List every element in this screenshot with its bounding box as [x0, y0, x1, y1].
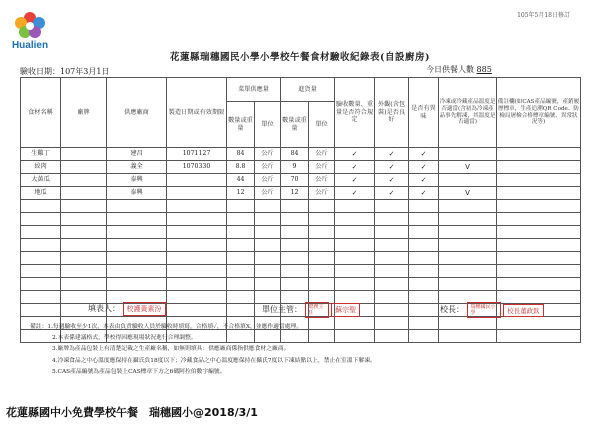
- cell-odor-check: [409, 226, 439, 239]
- cell-mfg-date: 1070330: [167, 161, 227, 174]
- cell-in-qty: 9: [281, 161, 309, 174]
- cell-in-unit: [309, 239, 335, 252]
- cell-match-check: ✓: [335, 148, 375, 161]
- col-in-unit: 單位: [309, 102, 335, 148]
- cell-in-unit: [309, 200, 335, 213]
- cell-appearance-check: [375, 291, 409, 304]
- col-incoming: 進貨量: [281, 78, 335, 102]
- table-row: [21, 200, 581, 213]
- notes-section: [30, 322, 575, 378]
- cell-frozen-check: [439, 252, 497, 265]
- cell-appearance-check: [375, 265, 409, 278]
- cell-food-name: [21, 252, 61, 265]
- cell-menu-unit: [255, 252, 281, 265]
- cell-in-unit: 公斤: [309, 161, 335, 174]
- cell-menu-unit: 公斤: [255, 187, 281, 200]
- cell-appearance-check: [375, 213, 409, 226]
- hualien-logo: [8, 6, 52, 44]
- cell-remarks: [497, 226, 581, 239]
- cell-mfg-date: [167, 252, 227, 265]
- unit-head-signature: [262, 302, 360, 318]
- cell-brand: [61, 174, 107, 187]
- cell-menu-qty: [227, 226, 255, 239]
- cell-brand: [61, 213, 107, 226]
- table-row: [21, 226, 581, 239]
- principal-stamp: 校長董政欽: [503, 304, 544, 317]
- cell-food-name: 大黃瓜: [21, 174, 61, 187]
- col-odor: 是否有異味: [409, 78, 439, 148]
- cell-frozen-check: [439, 213, 497, 226]
- cell-match-check: [335, 239, 375, 252]
- cell-odor-check: [409, 200, 439, 213]
- table-row: [21, 148, 581, 161]
- cell-mfg-date: [167, 200, 227, 213]
- cell-menu-unit: [255, 200, 281, 213]
- cell-menu-qty: [227, 200, 255, 213]
- cell-odor-check: [409, 265, 439, 278]
- cell-frozen-check: [439, 265, 497, 278]
- cell-food-name: [21, 213, 61, 226]
- filler-stamp: 校護黃素汾: [123, 302, 166, 316]
- cell-menu-qty: [227, 291, 255, 304]
- cell-food-name: 生雞丁: [21, 148, 61, 161]
- note-5: 5.CAS產品編號為產品包裝上CAS標章下方之6碼阿拉伯數字編號。: [52, 368, 226, 375]
- cell-food-name: [21, 304, 61, 317]
- col-mfg-date: 製造日期或有效期限: [167, 78, 227, 148]
- cell-in-unit: 公斤: [309, 187, 335, 200]
- col-menu-supply: 菜單供應量: [227, 78, 281, 102]
- table-row: [21, 187, 581, 200]
- cell-frozen-check: [439, 148, 497, 161]
- cell-frozen-check: [439, 174, 497, 187]
- cell-in-qty: 84: [281, 148, 309, 161]
- cell-odor-check: [409, 213, 439, 226]
- cell-supplier: 泰興: [107, 174, 167, 187]
- cell-menu-qty: [227, 213, 255, 226]
- cell-brand: [61, 239, 107, 252]
- cell-match-check: ✓: [335, 161, 375, 174]
- cell-brand: [61, 226, 107, 239]
- cell-mfg-date: [167, 213, 227, 226]
- cell-in-qty: [281, 252, 309, 265]
- cell-appearance-check: [375, 200, 409, 213]
- cell-menu-qty: [227, 278, 255, 291]
- cell-frozen-check: [439, 226, 497, 239]
- col-in-qty: 數量或重量: [281, 102, 309, 148]
- cell-brand: [61, 148, 107, 161]
- cell-remarks: [497, 213, 581, 226]
- cell-odor-check: ✓: [409, 161, 439, 174]
- cell-menu-qty: 44: [227, 174, 255, 187]
- cell-remarks: [497, 161, 581, 174]
- col-match: 驗收數量、重量是否符合規定: [335, 78, 375, 148]
- unit-head-label: 單位主管：: [262, 305, 302, 314]
- footer-caption: 花蓮縣國中小免費學校午餐 瑞穗國小@2018/3/1: [6, 406, 258, 419]
- filler-label: 填表人：: [88, 304, 120, 313]
- cell-supplier: 泰興: [107, 187, 167, 200]
- cell-supplier: 建昌: [107, 148, 167, 161]
- cell-menu-unit: [255, 239, 281, 252]
- table-row: [21, 278, 581, 291]
- cell-in-unit: [309, 265, 335, 278]
- cell-menu-qty: [227, 252, 255, 265]
- principal-label: 校長：: [440, 305, 464, 314]
- cell-match-check: [335, 200, 375, 213]
- supply-count-value: 885: [476, 65, 492, 74]
- cell-mfg-date: [167, 174, 227, 187]
- cell-in-qty: [281, 213, 309, 226]
- cell-supplier: [107, 265, 167, 278]
- cell-menu-qty: [227, 265, 255, 278]
- cell-in-unit: 公斤: [309, 174, 335, 187]
- cell-menu-unit: [255, 226, 281, 239]
- cell-odor-check: [409, 304, 439, 317]
- cell-food-name: [21, 278, 61, 291]
- page-title: 花蓮縣瑞穗國民小學小學校午餐食材驗收紀錄表(自設廚房): [170, 52, 430, 63]
- cell-brand: [61, 265, 107, 278]
- cell-remarks: [497, 265, 581, 278]
- cell-match-check: ✓: [335, 187, 375, 200]
- cell-food-name: [21, 200, 61, 213]
- cell-brand: [61, 252, 107, 265]
- cell-appearance-check: ✓: [375, 161, 409, 174]
- cell-menu-unit: [255, 213, 281, 226]
- table-row: [21, 239, 581, 252]
- cell-menu-qty: [227, 304, 255, 317]
- col-remarks: 備註欄(如CAS產品編號，產銷履歷標章，生產追溯QR Code、防檢局屠檢合格標章編號、異常狀況等): [497, 78, 581, 148]
- cell-in-qty: 70: [281, 174, 309, 187]
- cell-remarks: [497, 148, 581, 161]
- cell-mfg-date: 1071127: [167, 148, 227, 161]
- supply-count: [426, 64, 492, 75]
- cell-supplier: 義全: [107, 161, 167, 174]
- cell-match-check: [335, 278, 375, 291]
- cell-supplier: [107, 252, 167, 265]
- table-row: [21, 161, 581, 174]
- cell-remarks: [497, 200, 581, 213]
- cell-food-name: 地瓜: [21, 187, 61, 200]
- cell-odor-check: [409, 278, 439, 291]
- cell-frozen-check: V: [439, 161, 497, 174]
- col-frozen: 冷凍或冷藏產品溫度是否適當(含初為冷凍產品事先解凍，其溫度是否適當): [439, 78, 497, 148]
- cell-supplier: [107, 213, 167, 226]
- cell-food-name: [21, 265, 61, 278]
- cell-supplier: [107, 239, 167, 252]
- supply-count-label: 今日供餐人數: [426, 65, 474, 74]
- cell-match-check: ✓: [335, 174, 375, 187]
- cell-odor-check: [409, 291, 439, 304]
- cell-match-check: [335, 213, 375, 226]
- cell-match-check: [335, 226, 375, 239]
- cell-frozen-check: [439, 278, 497, 291]
- cell-in-qty: [281, 278, 309, 291]
- cell-menu-unit: 公斤: [255, 148, 281, 161]
- cell-in-unit: [309, 226, 335, 239]
- cell-mfg-date: [167, 265, 227, 278]
- principal-stamp-title: 瑞穗國民小學: [467, 302, 501, 318]
- cell-in-unit: [309, 213, 335, 226]
- table-row: [21, 174, 581, 187]
- cell-frozen-check: V: [439, 187, 497, 200]
- cell-appearance-check: [375, 252, 409, 265]
- cell-frozen-check: [439, 239, 497, 252]
- cell-in-qty: [281, 226, 309, 239]
- inspection-date: 驗收日期：107年3月1日: [20, 67, 110, 76]
- cell-supplier: [107, 200, 167, 213]
- cell-supplier: [107, 278, 167, 291]
- cell-in-qty: 12: [281, 187, 309, 200]
- cell-appearance-check: [375, 226, 409, 239]
- cell-food-name: [21, 226, 61, 239]
- unit-head-stamp: 蘇宗聖: [331, 303, 360, 317]
- cell-menu-qty: [227, 239, 255, 252]
- cell-menu-qty: 84: [227, 148, 255, 161]
- note-1: 備註：1.每週驗收至少1次，本表由負責驗收人員於驗收時填寫，合格填✓，不合格填X，並應作適當處理。: [30, 324, 303, 330]
- cell-menu-qty: 12: [227, 187, 255, 200]
- cell-odor-check: ✓: [409, 148, 439, 161]
- cell-food-name: [21, 239, 61, 252]
- cell-odor-check: [409, 252, 439, 265]
- col-supplier: 供應廠商: [107, 78, 167, 148]
- cell-supplier: [107, 226, 167, 239]
- cell-mfg-date: [167, 291, 227, 304]
- cell-appearance-check: [375, 239, 409, 252]
- cell-mfg-date: [167, 304, 227, 317]
- cell-odor-check: ✓: [409, 174, 439, 187]
- cell-brand: [61, 161, 107, 174]
- cell-match-check: [335, 265, 375, 278]
- logo-text: Hualien: [11, 40, 49, 51]
- cell-in-qty: [281, 239, 309, 252]
- col-brand: 廠牌: [61, 78, 107, 148]
- cell-menu-unit: 公斤: [255, 174, 281, 187]
- col-appearance: 外觀(含包裝)是否良好: [375, 78, 409, 148]
- cell-match-check: [335, 252, 375, 265]
- cell-mfg-date: [167, 187, 227, 200]
- cell-mfg-date: [167, 278, 227, 291]
- cell-in-unit: [309, 252, 335, 265]
- cell-appearance-check: [375, 304, 409, 317]
- cell-remarks: [497, 252, 581, 265]
- cell-mfg-date: [167, 226, 227, 239]
- cell-in-unit: [309, 278, 335, 291]
- cell-menu-qty: 8.8: [227, 161, 255, 174]
- cell-brand: [61, 200, 107, 213]
- cell-appearance-check: ✓: [375, 174, 409, 187]
- note-4: 4.冷凍食品之中心溫度應保持在攝氏負18度以下；冷藏食品之中心溫度應保持在攝氏7度以下凍結點以上，禁止在室溫下解凍。: [52, 357, 376, 364]
- cell-in-qty: [281, 265, 309, 278]
- cell-menu-unit: [255, 278, 281, 291]
- table-row: [21, 213, 581, 226]
- col-menu-unit: 單位: [255, 102, 281, 148]
- cell-odor-check: ✓: [409, 187, 439, 200]
- revision-note: 105年5月18日修訂: [517, 12, 570, 19]
- col-food-name: 食材名稱: [21, 78, 61, 148]
- cell-menu-unit: 公斤: [255, 161, 281, 174]
- unit-head-stamp-title: 總務主任: [305, 302, 329, 318]
- cell-in-qty: [281, 200, 309, 213]
- cell-food-name: 絞肉: [21, 161, 61, 174]
- cell-remarks: [497, 187, 581, 200]
- cell-appearance-check: ✓: [375, 187, 409, 200]
- cell-odor-check: [409, 239, 439, 252]
- cell-frozen-check: [439, 200, 497, 213]
- cell-appearance-check: ✓: [375, 148, 409, 161]
- cell-mfg-date: [167, 239, 227, 252]
- cell-menu-unit: [255, 265, 281, 278]
- cell-appearance-check: [375, 278, 409, 291]
- filler-signature: [88, 302, 166, 316]
- note-2: 2.本表係建議格式，學校得因應現場狀況進行合理調整。: [52, 335, 197, 342]
- cell-remarks: [497, 239, 581, 252]
- cell-in-unit: 公斤: [309, 148, 335, 161]
- table-row: [21, 252, 581, 265]
- cell-brand: [61, 278, 107, 291]
- principal-signature: [440, 302, 544, 318]
- cell-food-name: [21, 291, 61, 304]
- cell-remarks: [497, 174, 581, 187]
- note-3: 3.廠牌為產品包裝上有清楚記載之生產廠名稱，如無則填具：供應廠商係指供應食材之廠商。: [52, 346, 290, 353]
- col-menu-qty: 數量或重量: [227, 102, 255, 148]
- cell-remarks: [497, 278, 581, 291]
- table-row: [21, 265, 581, 278]
- cell-brand: [61, 187, 107, 200]
